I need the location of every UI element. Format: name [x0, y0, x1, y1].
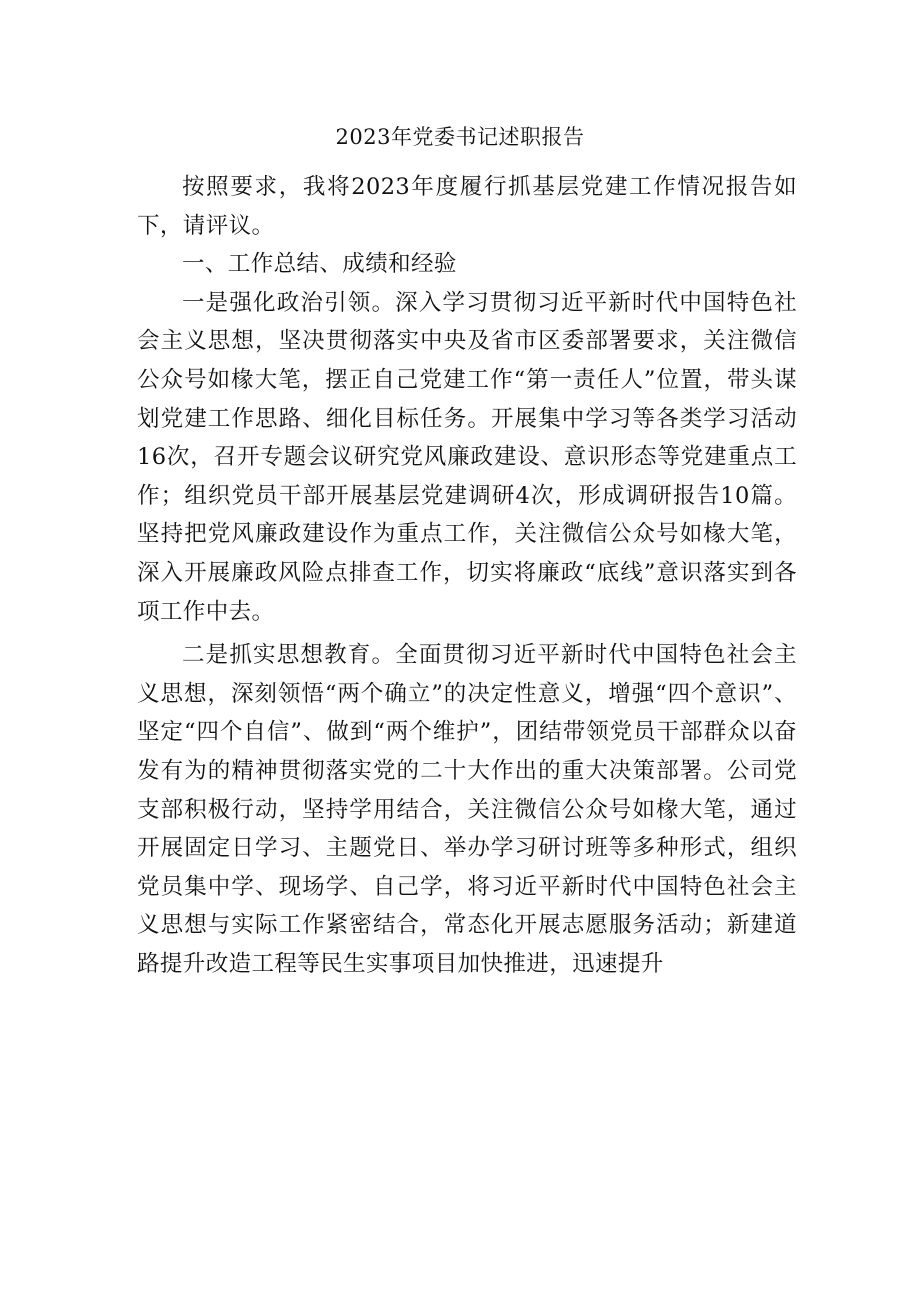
paragraph-ideological-education: 二是抓实思想教育。全面贯彻习近平新时代中国特色社会主义思想，深刻领悟“两个确立”的决定性意义，增强“四个意识”、坚定“四个自信”、做到“两个维护”，团结带领党员干部群众以奋发有为的精神贯彻落实党的二十大作出的重大决策部署。公司党支部积极行动，坚持学用结合，关注微信公众号如椽大笔，通过开展固定日学习、主题党日、举办学习研讨班等多种形式，组织党员集中学、现场学、自己学，将习近平新时代中国特色社会主义思想与实际工作紧密结合，常态化开展志愿服务活动；新建道路提升改造工程等民生实事项目加快推进，迅速提升 — [137, 642, 797, 977]
document-body — [137, 168, 797, 983]
paragraph-political-leadership: 一是强化政治引领。深入学习贯彻习近平新时代中国特色社会主义思想，坚决贯彻落实中央及省市区委部署要求，关注微信公众号如椽大笔，摆正自己党建工作“第一责任人”位置，带头谋划党建工作思路、细化目标任务。开展集中学习等各类学习活动16次，召开专题会议研究党风廉政建设、意识形态等党建重点工作；组织党员干部开展基层党建调研4次，形成调研报告10篇。坚持把党风廉政建设作为重点工作，关注微信公众号如椽大笔，深入开展廉政风险点排查工作，切实将廉政“底线”意识落实到各项工作中去。 — [137, 289, 797, 625]
document-title: 2023年党委书记述职报告 — [335, 125, 585, 149]
section-heading: 一、工作总结、成绩和经验 — [182, 251, 457, 278]
intro-paragraph: 按照要求，我将2023年度履行抓基层党建工作情况报告如下，请评议。 — [137, 174, 797, 239]
